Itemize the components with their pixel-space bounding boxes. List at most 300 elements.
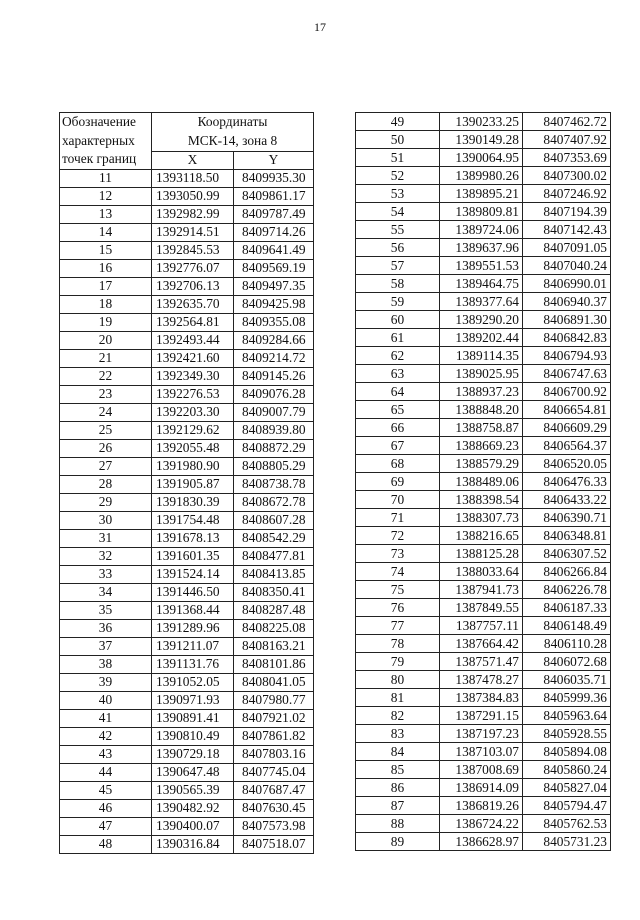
table-row <box>356 167 611 185</box>
coord-y: 8409425.98 <box>234 295 314 313</box>
point-number: 69 <box>356 473 440 491</box>
table-row <box>356 617 611 635</box>
coord-x: 1389290.20 <box>440 311 523 329</box>
coord-x: 1391980.90 <box>152 457 234 475</box>
point-number: 70 <box>356 491 440 509</box>
coord-y: 8408805.29 <box>234 457 314 475</box>
table-row <box>356 257 611 275</box>
table-row <box>356 545 611 563</box>
point-number: 35 <box>60 601 152 619</box>
coord-x: 1389202.44 <box>440 329 523 347</box>
point-number: 62 <box>356 347 440 365</box>
coord-x: 1390316.84 <box>152 835 234 853</box>
coord-y: 8406476.33 <box>523 473 611 491</box>
coord-y: 8405894.08 <box>523 743 611 761</box>
coord-y: 8408738.78 <box>234 475 314 493</box>
coord-x: 1391446.50 <box>152 583 234 601</box>
point-number: 51 <box>356 149 440 167</box>
coord-x: 1387384.83 <box>440 689 523 707</box>
header-point-line: точек границ <box>62 151 137 166</box>
coord-y: 8406110.28 <box>523 635 611 653</box>
point-number: 80 <box>356 671 440 689</box>
coord-y: 8408163.21 <box>234 637 314 655</box>
table-row <box>60 313 314 331</box>
table-row <box>60 223 314 241</box>
coord-x: 1391601.35 <box>152 547 234 565</box>
table-row <box>60 439 314 457</box>
coord-y: 8406842.83 <box>523 329 611 347</box>
coord-x: 1387197.23 <box>440 725 523 743</box>
coord-y: 8407142.43 <box>523 221 611 239</box>
table-row <box>356 581 611 599</box>
coord-y: 8405731.23 <box>523 833 611 851</box>
table-row <box>60 205 314 223</box>
table-row <box>60 583 314 601</box>
coord-x: 1392493.44 <box>152 331 234 349</box>
coord-y: 8407300.02 <box>523 167 611 185</box>
coord-x: 1387478.27 <box>440 671 523 689</box>
point-number: 11 <box>60 169 152 187</box>
coord-y: 8409861.17 <box>234 187 314 205</box>
coord-y: 8408041.05 <box>234 673 314 691</box>
coord-x: 1390400.07 <box>152 817 234 835</box>
coord-y: 8409497.35 <box>234 277 314 295</box>
point-number: 50 <box>356 131 440 149</box>
coord-x: 1391830.39 <box>152 493 234 511</box>
coordinates-table-right <box>355 112 611 851</box>
coord-x: 1388579.29 <box>440 455 523 473</box>
coord-x: 1387941.73 <box>440 581 523 599</box>
point-number: 58 <box>356 275 440 293</box>
coord-y: 8407921.02 <box>234 709 314 727</box>
coord-x: 1387291.15 <box>440 707 523 725</box>
coord-y: 8407462.72 <box>523 113 611 131</box>
point-number: 56 <box>356 239 440 257</box>
point-number: 75 <box>356 581 440 599</box>
table-row <box>356 239 611 257</box>
point-number: 87 <box>356 797 440 815</box>
coord-x: 1390810.49 <box>152 727 234 745</box>
point-number: 52 <box>356 167 440 185</box>
table-row <box>60 403 314 421</box>
coord-x: 1389464.75 <box>440 275 523 293</box>
table-row <box>356 527 611 545</box>
table-row <box>60 565 314 583</box>
coord-x: 1393118.50 <box>152 169 234 187</box>
point-number: 20 <box>60 331 152 349</box>
coord-x: 1392982.99 <box>152 205 234 223</box>
coord-y: 8407980.77 <box>234 691 314 709</box>
table-row <box>356 113 611 131</box>
coord-x: 1390233.25 <box>440 113 523 131</box>
coord-y: 8406700.92 <box>523 383 611 401</box>
table-row <box>356 761 611 779</box>
coord-y: 8405860.24 <box>523 761 611 779</box>
coord-x: 1387664.42 <box>440 635 523 653</box>
coord-y: 8406226.78 <box>523 581 611 599</box>
point-number: 49 <box>356 113 440 131</box>
coord-y: 8407246.92 <box>523 185 611 203</box>
coord-y: 8408101.86 <box>234 655 314 673</box>
table-row <box>60 421 314 439</box>
point-number: 61 <box>356 329 440 347</box>
point-number: 86 <box>356 779 440 797</box>
coord-x: 1387103.07 <box>440 743 523 761</box>
right-table-body <box>356 113 611 851</box>
table-row <box>356 779 611 797</box>
point-number: 67 <box>356 437 440 455</box>
point-number: 71 <box>356 509 440 527</box>
point-number: 85 <box>356 761 440 779</box>
point-number: 43 <box>60 745 152 763</box>
point-number: 55 <box>356 221 440 239</box>
point-number: 89 <box>356 833 440 851</box>
table-row <box>60 241 314 259</box>
point-number: 21 <box>60 349 152 367</box>
coord-y: 8407040.24 <box>523 257 611 275</box>
coord-x: 1386819.26 <box>440 797 523 815</box>
header-point-line: характерных <box>62 132 135 148</box>
coord-x: 1390647.48 <box>152 763 234 781</box>
point-number: 57 <box>356 257 440 275</box>
point-number: 38 <box>60 655 152 673</box>
coord-y: 8405999.36 <box>523 689 611 707</box>
coord-y: 8409714.26 <box>234 223 314 241</box>
coord-x: 1390729.18 <box>152 745 234 763</box>
coord-y: 8407407.92 <box>523 131 611 149</box>
coord-y: 8408350.41 <box>234 583 314 601</box>
coord-x: 1392055.48 <box>152 439 234 457</box>
coord-x: 1392421.60 <box>152 349 234 367</box>
coord-y: 8407091.05 <box>523 239 611 257</box>
coordinates-table-left <box>59 112 314 854</box>
point-number: 46 <box>60 799 152 817</box>
coord-x: 1391368.44 <box>152 601 234 619</box>
table-row <box>60 295 314 313</box>
coord-y: 8409935.30 <box>234 169 314 187</box>
coord-x: 1392635.70 <box>152 295 234 313</box>
point-number: 19 <box>60 313 152 331</box>
table-row <box>356 149 611 167</box>
header-coords-line: Координаты <box>197 114 268 129</box>
table-row <box>356 131 611 149</box>
table-row <box>60 457 314 475</box>
coord-x: 1389809.81 <box>440 203 523 221</box>
point-number: 74 <box>356 563 440 581</box>
table-row <box>356 491 611 509</box>
left-table-body <box>60 169 314 853</box>
coord-x: 1388033.64 <box>440 563 523 581</box>
coord-y: 8409076.28 <box>234 385 314 403</box>
coord-x: 1388669.23 <box>440 437 523 455</box>
coord-y: 8405963.64 <box>523 707 611 725</box>
table-row <box>356 203 611 221</box>
table-row <box>356 509 611 527</box>
coord-y: 8405928.55 <box>523 725 611 743</box>
table-row <box>356 185 611 203</box>
coord-y: 8406609.29 <box>523 419 611 437</box>
point-number: 18 <box>60 295 152 313</box>
table-row <box>60 277 314 295</box>
coord-x: 1391905.87 <box>152 475 234 493</box>
header-coordinates <box>152 113 314 152</box>
table-row <box>60 493 314 511</box>
coord-x: 1390971.93 <box>152 691 234 709</box>
coord-x: 1387008.69 <box>440 761 523 779</box>
coord-y: 8409569.19 <box>234 259 314 277</box>
table-row <box>60 601 314 619</box>
coord-y: 8406564.37 <box>523 437 611 455</box>
coord-y: 8406307.52 <box>523 545 611 563</box>
coord-x: 1390565.39 <box>152 781 234 799</box>
coord-y: 8405762.53 <box>523 815 611 833</box>
point-number: 24 <box>60 403 152 421</box>
coord-x: 1390891.41 <box>152 709 234 727</box>
coord-x: 1386628.97 <box>440 833 523 851</box>
point-number: 12 <box>60 187 152 205</box>
coord-x: 1387757.11 <box>440 617 523 635</box>
point-number: 77 <box>356 617 440 635</box>
coord-y: 8406348.81 <box>523 527 611 545</box>
coord-x: 1391052.05 <box>152 673 234 691</box>
coord-y: 8408542.29 <box>234 529 314 547</box>
table-row <box>60 745 314 763</box>
coord-x: 1391289.96 <box>152 619 234 637</box>
coord-y: 8406266.84 <box>523 563 611 581</box>
coord-x: 1392914.51 <box>152 223 234 241</box>
header-point-designation <box>60 113 152 170</box>
coord-y: 8406520.05 <box>523 455 611 473</box>
coord-x: 1392845.53 <box>152 241 234 259</box>
coord-x: 1391754.48 <box>152 511 234 529</box>
coord-y: 8406433.22 <box>523 491 611 509</box>
table-row <box>60 331 314 349</box>
coord-x: 1389980.26 <box>440 167 523 185</box>
point-number: 79 <box>356 653 440 671</box>
table-row <box>356 311 611 329</box>
point-number: 16 <box>60 259 152 277</box>
coord-y: 8406747.63 <box>523 365 611 383</box>
point-number: 72 <box>356 527 440 545</box>
table-row <box>60 709 314 727</box>
table-row <box>60 655 314 673</box>
table-row <box>60 817 314 835</box>
coord-y: 8406187.33 <box>523 599 611 617</box>
coord-y: 8408939.80 <box>234 421 314 439</box>
coord-x: 1389724.06 <box>440 221 523 239</box>
table-row <box>60 169 314 187</box>
coord-y: 8405794.47 <box>523 797 611 815</box>
coord-x: 1386914.09 <box>440 779 523 797</box>
header-y: Y <box>234 151 314 169</box>
point-number: 36 <box>60 619 152 637</box>
coord-y: 8408477.81 <box>234 547 314 565</box>
table-row <box>356 797 611 815</box>
table-row <box>356 473 611 491</box>
point-number: 23 <box>60 385 152 403</box>
coord-x: 1392129.62 <box>152 421 234 439</box>
point-number: 82 <box>356 707 440 725</box>
coord-y: 8407518.07 <box>234 835 314 853</box>
table-row <box>356 401 611 419</box>
coord-x: 1390064.95 <box>440 149 523 167</box>
point-number: 25 <box>60 421 152 439</box>
coord-y: 8409145.26 <box>234 367 314 385</box>
coord-y: 8406794.93 <box>523 347 611 365</box>
point-number: 40 <box>60 691 152 709</box>
coord-y: 8406072.68 <box>523 653 611 671</box>
point-number: 47 <box>60 817 152 835</box>
coord-y: 8409641.49 <box>234 241 314 259</box>
header-x: X <box>152 151 234 169</box>
page-number: 17 <box>314 20 326 34</box>
coord-y: 8406148.49 <box>523 617 611 635</box>
table-row <box>356 329 611 347</box>
point-number: 73 <box>356 545 440 563</box>
table-row <box>60 511 314 529</box>
point-number: 31 <box>60 529 152 547</box>
coord-y: 8406891.30 <box>523 311 611 329</box>
coord-x: 1392564.81 <box>152 313 234 331</box>
table-row <box>356 563 611 581</box>
coord-x: 1388398.54 <box>440 491 523 509</box>
coord-x: 1389551.53 <box>440 257 523 275</box>
coord-x: 1391678.13 <box>152 529 234 547</box>
coord-y: 8406990.01 <box>523 275 611 293</box>
coord-x: 1388489.06 <box>440 473 523 491</box>
point-number: 42 <box>60 727 152 745</box>
table-row <box>356 293 611 311</box>
coord-x: 1388758.87 <box>440 419 523 437</box>
point-number: 78 <box>356 635 440 653</box>
table-row <box>356 635 611 653</box>
coord-x: 1392349.30 <box>152 367 234 385</box>
coord-y: 8408607.28 <box>234 511 314 529</box>
coord-x: 1387571.47 <box>440 653 523 671</box>
table-row <box>60 763 314 781</box>
table-row <box>60 385 314 403</box>
point-number: 60 <box>356 311 440 329</box>
table-row <box>356 347 611 365</box>
table-row <box>60 799 314 817</box>
coord-x: 1386724.22 <box>440 815 523 833</box>
coord-x: 1392706.13 <box>152 277 234 295</box>
coord-x: 1389895.21 <box>440 185 523 203</box>
table-row <box>356 725 611 743</box>
table-row <box>356 815 611 833</box>
table-row <box>356 599 611 617</box>
point-number: 22 <box>60 367 152 385</box>
point-number: 27 <box>60 457 152 475</box>
point-number: 48 <box>60 835 152 853</box>
point-number: 53 <box>356 185 440 203</box>
coord-y: 8406390.71 <box>523 509 611 527</box>
coord-x: 1392776.07 <box>152 259 234 277</box>
table-row <box>60 529 314 547</box>
coord-y: 8409355.08 <box>234 313 314 331</box>
table-row <box>356 455 611 473</box>
table-row <box>60 673 314 691</box>
point-number: 15 <box>60 241 152 259</box>
table-row <box>60 259 314 277</box>
table-row <box>60 475 314 493</box>
coord-y: 8409787.49 <box>234 205 314 223</box>
coord-x: 1388937.23 <box>440 383 523 401</box>
coord-y: 8407803.16 <box>234 745 314 763</box>
coord-x: 1389377.64 <box>440 293 523 311</box>
point-number: 14 <box>60 223 152 241</box>
point-number: 65 <box>356 401 440 419</box>
point-number: 64 <box>356 383 440 401</box>
coord-x: 1391524.14 <box>152 565 234 583</box>
coord-y: 8409007.79 <box>234 403 314 421</box>
table-row <box>356 365 611 383</box>
coord-x: 1390149.28 <box>440 131 523 149</box>
coord-x: 1388848.20 <box>440 401 523 419</box>
coord-y: 8406035.71 <box>523 671 611 689</box>
coord-x: 1388307.73 <box>440 509 523 527</box>
table-row <box>60 349 314 367</box>
table-row <box>356 221 611 239</box>
point-number: 30 <box>60 511 152 529</box>
coord-y: 8408225.08 <box>234 619 314 637</box>
table-row <box>356 653 611 671</box>
point-number: 76 <box>356 599 440 617</box>
point-number: 29 <box>60 493 152 511</box>
coord-x: 1392276.53 <box>152 385 234 403</box>
coord-y: 8408672.78 <box>234 493 314 511</box>
point-number: 13 <box>60 205 152 223</box>
coord-x: 1388216.65 <box>440 527 523 545</box>
table-row <box>60 691 314 709</box>
point-number: 41 <box>60 709 152 727</box>
coord-x: 1392203.30 <box>152 403 234 421</box>
coord-y: 8409284.66 <box>234 331 314 349</box>
table-row <box>356 833 611 851</box>
table-row <box>356 707 611 725</box>
coord-y: 8409214.72 <box>234 349 314 367</box>
table-row <box>60 727 314 745</box>
point-number: 39 <box>60 673 152 691</box>
coord-x: 1389114.35 <box>440 347 523 365</box>
point-number: 81 <box>356 689 440 707</box>
point-number: 28 <box>60 475 152 493</box>
point-number: 34 <box>60 583 152 601</box>
coord-y: 8408413.85 <box>234 565 314 583</box>
table-row <box>356 743 611 761</box>
table-row <box>356 383 611 401</box>
point-number: 37 <box>60 637 152 655</box>
table-row <box>60 187 314 205</box>
table-row <box>60 619 314 637</box>
point-number: 66 <box>356 419 440 437</box>
table-row <box>356 671 611 689</box>
coord-x: 1390482.92 <box>152 799 234 817</box>
point-number: 26 <box>60 439 152 457</box>
point-number: 44 <box>60 763 152 781</box>
point-number: 84 <box>356 743 440 761</box>
table-row <box>356 275 611 293</box>
coord-x: 1387849.55 <box>440 599 523 617</box>
coord-y: 8407687.47 <box>234 781 314 799</box>
table-row <box>60 835 314 853</box>
coord-x: 1389025.95 <box>440 365 523 383</box>
point-number: 33 <box>60 565 152 583</box>
table-row <box>60 367 314 385</box>
table-row <box>60 781 314 799</box>
coord-x: 1391211.07 <box>152 637 234 655</box>
table-row <box>356 437 611 455</box>
